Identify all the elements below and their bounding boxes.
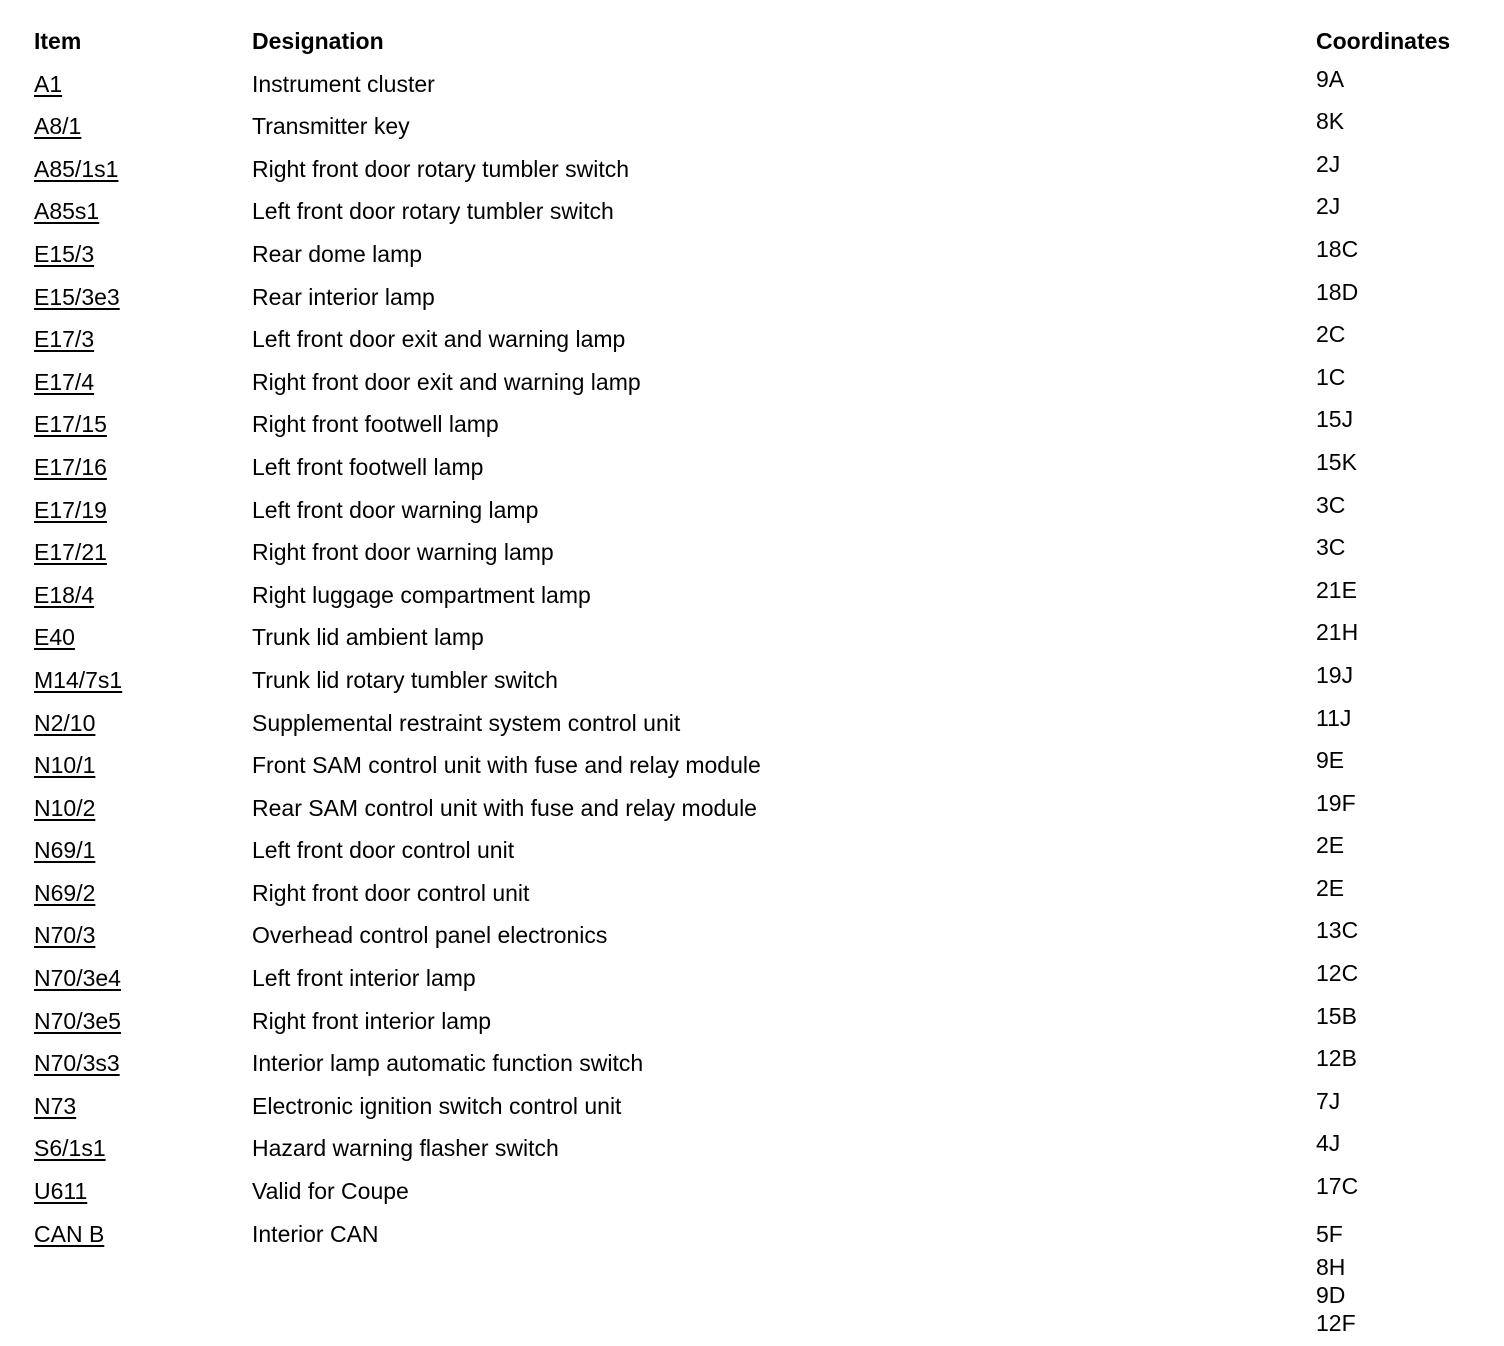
coordinates-cell xyxy=(1316,235,1358,263)
table-row xyxy=(34,1172,1474,1215)
coordinates-cell xyxy=(1316,874,1344,902)
item-link[interactable]: M14/7s1 xyxy=(34,666,123,693)
table-row xyxy=(34,363,1474,406)
designation-text: Electronic ignition switch control unit xyxy=(252,1092,622,1119)
table-row xyxy=(34,1087,1474,1130)
coordinate-value: 2J xyxy=(1316,150,1341,177)
coordinates-cell xyxy=(1316,1172,1358,1200)
table-row xyxy=(34,831,1474,874)
table-row xyxy=(34,618,1474,661)
designation-text: Right front door exit and warning lamp xyxy=(252,368,641,395)
table-row xyxy=(34,448,1474,491)
designation-text: Left front interior lamp xyxy=(252,965,476,992)
item-link[interactable]: E18/4 xyxy=(34,581,95,608)
component-legend-table xyxy=(34,22,1474,1336)
coordinate-value: 4J xyxy=(1316,1130,1341,1157)
item-link[interactable]: N73 xyxy=(34,1092,77,1119)
item-link[interactable]: E17/21 xyxy=(34,539,107,566)
designation-text: Trunk lid ambient lamp xyxy=(252,624,484,651)
coordinate-value: 8K xyxy=(1316,108,1345,135)
table-row xyxy=(34,704,1474,747)
coordinate-value: 3C xyxy=(1316,534,1346,561)
header-item: Item xyxy=(34,28,82,54)
coordinate-value: 13C xyxy=(1316,917,1359,944)
item-link[interactable]: CAN B xyxy=(34,1220,105,1247)
designation-text: Right front interior lamp xyxy=(252,1007,492,1034)
coordinate-value: 19F xyxy=(1316,789,1356,816)
designation-text: Rear dome lamp xyxy=(252,240,423,267)
item-link[interactable]: N2/10 xyxy=(34,709,96,736)
coordinates-cell xyxy=(1316,916,1358,944)
coordinate-value: 15K xyxy=(1316,448,1357,475)
coordinates-cell xyxy=(1316,405,1353,433)
designation-text: Right front door warning lamp xyxy=(252,539,554,566)
designation-text: Right front footwell lamp xyxy=(252,411,499,438)
coordinates-cell xyxy=(1316,704,1351,732)
table-row xyxy=(34,661,1474,704)
coordinate-value: 18D xyxy=(1316,278,1359,305)
coordinates-cell xyxy=(1316,746,1344,774)
item-link[interactable]: E17/15 xyxy=(34,411,107,438)
item-link[interactable]: N69/1 xyxy=(34,837,96,864)
coordinates-cell xyxy=(1316,618,1358,646)
item-link[interactable]: A85s1 xyxy=(34,198,100,225)
table-row xyxy=(34,576,1474,619)
coordinate-value: 5F xyxy=(1316,1220,1343,1247)
item-link[interactable]: E17/19 xyxy=(34,496,107,523)
coordinate-value: 1C xyxy=(1316,363,1346,390)
table-row xyxy=(34,491,1474,534)
table-row xyxy=(34,320,1474,363)
table-row xyxy=(34,916,1474,959)
coordinates-cell xyxy=(1316,1129,1340,1157)
table-row xyxy=(34,1129,1474,1172)
coordinate-value: 2E xyxy=(1316,832,1345,859)
coordinates-cell xyxy=(1316,363,1345,391)
item-link[interactable]: N70/3 xyxy=(34,922,96,949)
item-link[interactable]: E17/4 xyxy=(34,368,95,395)
coordinate-value: 9D xyxy=(1316,1281,1346,1308)
coordinate-value: 9E xyxy=(1316,747,1345,774)
table-row xyxy=(34,405,1474,448)
table-row xyxy=(34,789,1474,832)
item-link[interactable]: N70/3e5 xyxy=(34,1007,121,1034)
header-coordinates: Coordinates xyxy=(1316,28,1451,54)
item-link[interactable]: N10/2 xyxy=(34,794,96,821)
coordinate-value: 17C xyxy=(1316,1173,1359,1200)
table-row xyxy=(34,1044,1474,1087)
coordinates-cell xyxy=(1316,320,1345,348)
coordinates-cell xyxy=(1316,192,1340,220)
designation-text: Front SAM control unit with fuse and relay module xyxy=(252,752,761,779)
item-link[interactable]: E15/3e3 xyxy=(34,283,120,310)
designation-text: Supplemental restraint system control unit xyxy=(252,709,681,736)
item-link[interactable]: E17/3 xyxy=(34,326,95,353)
designation-text: Overhead control panel electronics xyxy=(252,922,608,949)
coordinates-cell xyxy=(1316,831,1344,859)
designation-text: Transmitter key xyxy=(252,113,410,140)
table-row xyxy=(34,150,1474,193)
designation-text: Left front footwell lamp xyxy=(252,453,484,480)
designation-text: Instrument cluster xyxy=(252,70,435,97)
coordinates-cell xyxy=(1316,1002,1357,1030)
coordinates-cell xyxy=(1316,789,1356,817)
coordinates-cell xyxy=(1316,1215,1356,1337)
coordinates-cell xyxy=(1316,278,1358,306)
table-row xyxy=(34,278,1474,321)
coordinates-cell xyxy=(1316,491,1345,519)
item-link[interactable]: N70/3s3 xyxy=(34,1050,120,1077)
item-link[interactable]: A85/1s1 xyxy=(34,155,119,182)
designation-text: Rear SAM control unit with fuse and relay module xyxy=(252,794,757,821)
designation-text: Interior CAN xyxy=(252,1220,379,1247)
table-row xyxy=(34,235,1474,278)
coordinate-value: 9A xyxy=(1316,65,1345,92)
designation-text: Right luggage compartment lamp xyxy=(252,581,591,608)
item-link[interactable]: U611 xyxy=(34,1178,88,1205)
table-row xyxy=(34,1215,1474,1336)
designation-text: Left front door warning lamp xyxy=(252,496,539,523)
table-row xyxy=(34,107,1474,150)
designation-text: Right front door control unit xyxy=(252,879,530,906)
coordinates-cell xyxy=(1316,150,1340,178)
coordinates-cell xyxy=(1316,1087,1340,1115)
table-row xyxy=(34,1002,1474,1045)
designation-text: Hazard warning flasher switch xyxy=(252,1135,559,1162)
item-link[interactable]: E15/3 xyxy=(34,240,95,267)
coordinate-value: 2E xyxy=(1316,874,1345,901)
coordinates-cell xyxy=(1316,448,1357,476)
designation-text: Left front door control unit xyxy=(252,837,515,864)
coordinate-value: 21H xyxy=(1316,619,1359,646)
table-row xyxy=(34,65,1474,108)
coordinates-cell xyxy=(1316,107,1344,135)
designation-text: Rear interior lamp xyxy=(252,283,435,310)
table-row xyxy=(34,192,1474,235)
header-designation: Designation xyxy=(252,28,384,54)
item-link[interactable]: A8/1 xyxy=(34,113,82,140)
coordinates-cell xyxy=(1316,533,1345,561)
coordinate-value: 12F xyxy=(1316,1309,1356,1336)
coordinates-cell xyxy=(1316,959,1358,987)
coordinate-value: 18C xyxy=(1316,235,1359,262)
designation-text: Interior lamp automatic function switch xyxy=(252,1050,644,1077)
item-link[interactable]: E17/16 xyxy=(34,453,107,480)
table-row xyxy=(34,959,1474,1002)
designation-text: Left front door rotary tumbler switch xyxy=(252,198,614,225)
coordinate-value: 19J xyxy=(1316,661,1354,688)
coordinate-value: 15B xyxy=(1316,1002,1357,1029)
coordinate-value: 21E xyxy=(1316,576,1357,603)
table-header-row xyxy=(34,22,1474,65)
table-row xyxy=(34,746,1474,789)
coordinates-cell xyxy=(1316,65,1344,93)
item-link[interactable]: N69/2 xyxy=(34,879,96,906)
designation-text: Valid for Coupe xyxy=(252,1178,409,1205)
designation-text: Right front door rotary tumbler switch xyxy=(252,155,630,182)
table-row xyxy=(34,533,1474,576)
coordinates-cell xyxy=(1316,576,1357,604)
designation-text: Trunk lid rotary tumbler switch xyxy=(252,666,558,693)
coordinates-cell xyxy=(1316,661,1353,689)
coordinate-value: 3C xyxy=(1316,491,1346,518)
table-body xyxy=(34,65,1474,1336)
coordinate-value: 12C xyxy=(1316,960,1359,987)
coordinate-value: 11J xyxy=(1316,704,1352,731)
item-link[interactable]: N10/1 xyxy=(34,752,96,779)
item-link[interactable]: S6/1s1 xyxy=(34,1135,106,1162)
coordinate-value: 12B xyxy=(1316,1045,1357,1072)
coordinate-value: 15J xyxy=(1316,406,1354,433)
designation-text: Left front door exit and warning lamp xyxy=(252,326,626,353)
coordinates-cell xyxy=(1316,1044,1357,1072)
item-link[interactable]: E40 xyxy=(34,624,75,651)
item-link[interactable]: N70/3e4 xyxy=(34,965,121,992)
table-row xyxy=(34,874,1474,917)
coordinate-value: 2C xyxy=(1316,321,1346,348)
coordinate-value: 2J xyxy=(1316,193,1341,220)
coordinate-value: 8H xyxy=(1316,1253,1346,1280)
coordinate-value: 7J xyxy=(1316,1087,1341,1114)
item-link[interactable]: A1 xyxy=(34,70,63,97)
